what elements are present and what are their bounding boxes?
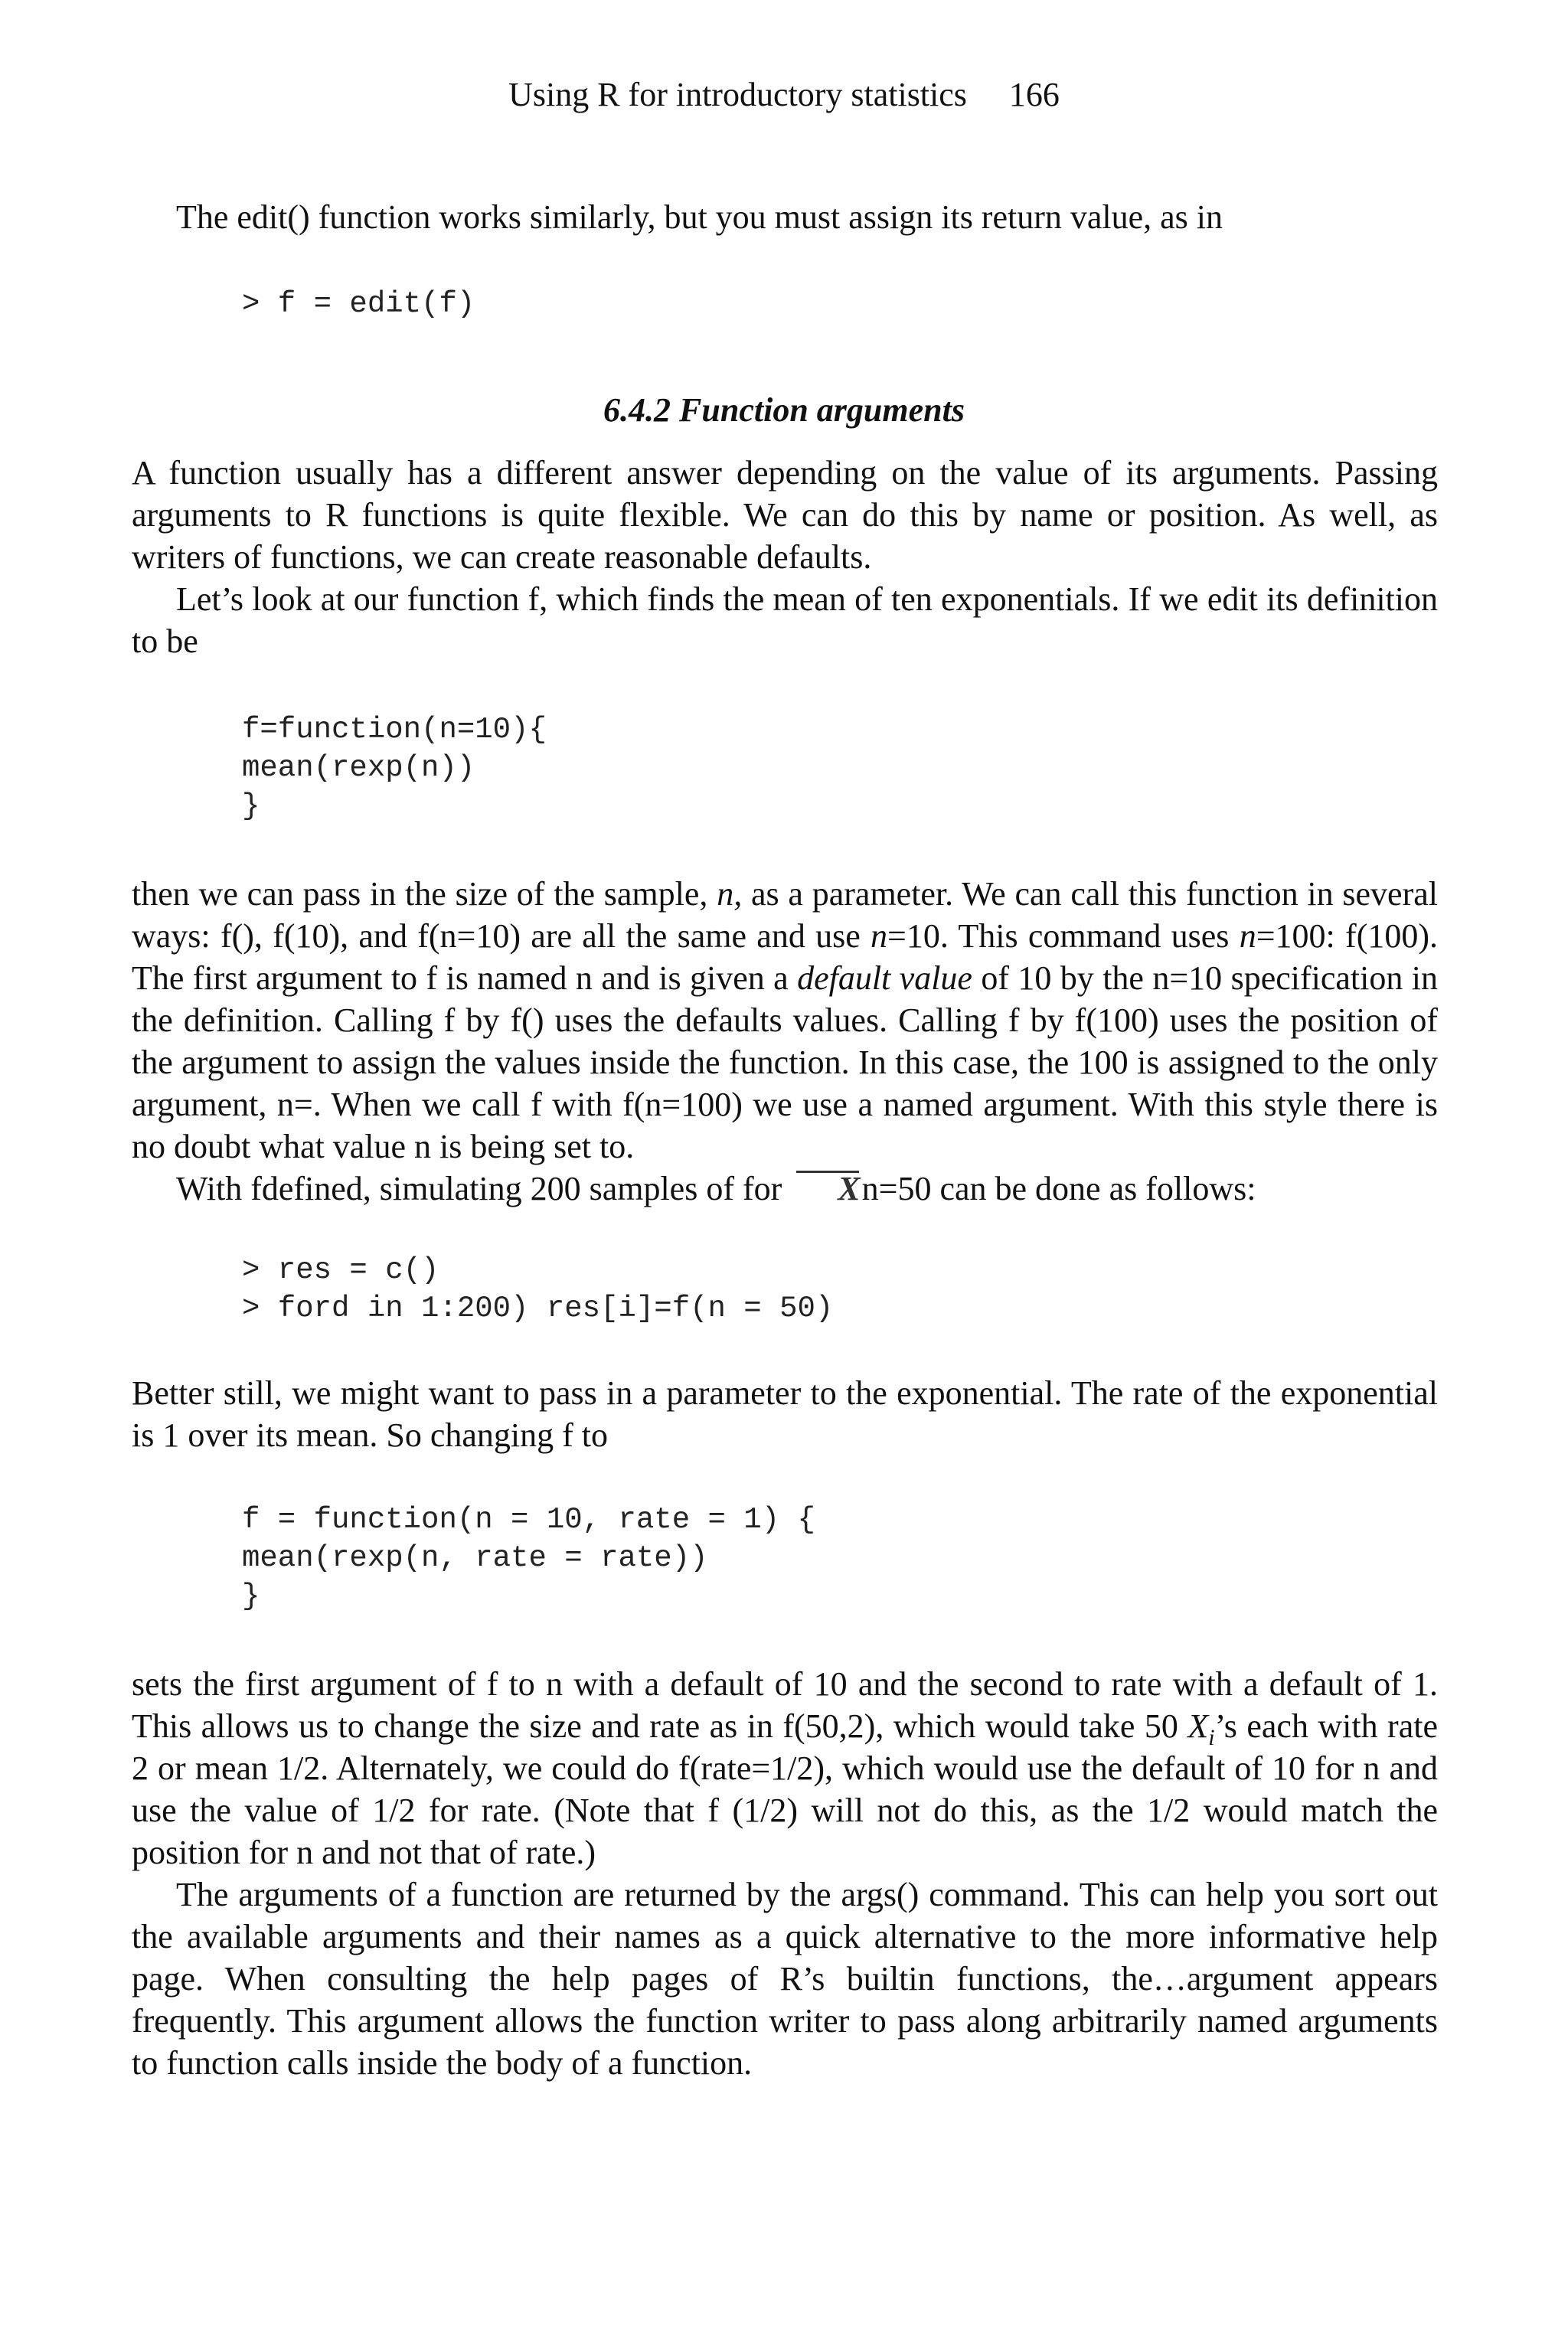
text-run: =10. This command uses (887, 917, 1240, 955)
section-heading: 6.4.2 Function arguments (603, 391, 965, 429)
x-bar-symbol: X (793, 1168, 860, 1210)
text-run: n=50 can be done as follows: (861, 1170, 1256, 1207)
page-number: 166 (1008, 76, 1060, 113)
paragraph-2: Let’s look at our function f, which finds the mean of ten exponentials. If we edit its definition to be (132, 580, 1438, 660)
running-header (0, 74, 1568, 116)
paragraph-4 (132, 1168, 1438, 1210)
default-values-block (132, 873, 1438, 1210)
italic-run: n (871, 917, 888, 955)
text-run: With fdefined, simulating 200 samples of for (176, 1170, 791, 1207)
arguments-intro-block (132, 452, 1438, 662)
header-title: Using R for introductory statistics (508, 76, 967, 113)
italic-run: X (1187, 1707, 1209, 1745)
italic-run: n (1239, 917, 1256, 955)
text-run: then we can pass in the size of the sample, (132, 875, 717, 913)
text-run: sets the first argument of f to n with a default of 10 and the second to rate with a default of 1. This allows us to change the size and rate as in f(50,2), which would take 50 (132, 1665, 1438, 1745)
text-run: =100: f(100). The first argument to f is named n and is given a (132, 917, 1438, 997)
text-run: of 10 by the n=10 specification in the definition. Calling f by f() uses the defaults values. Calling f by f(100) uses the position of the argument to assign the values inside the function. In this case, the 100 is assigned to the only argument, n=. When we call f with f(n=100) we use a named argument. With this style there is no doubt what value n is being set to. (132, 959, 1438, 1165)
paragraph-6 (132, 1663, 1438, 1873)
code-edit-example: > f = edit(f) (242, 287, 475, 321)
intro-text: The edit() function works similarly, but you must assign its return value, as in (176, 198, 1223, 236)
italic-run: default value (797, 959, 972, 997)
code-function-default: f=function(n=10){ mean(rexp(n)) } (242, 713, 547, 823)
paragraph-3 (132, 873, 1438, 1168)
code-function-rate: f = function(n = 10, rate = 1) { mean(rexp(n, rate = rate)) } (242, 1503, 815, 1613)
paragraph-5: Better still, we might want to pass in a parameter to the exponential. The rate of the exponential is 1 over its mean. So changing f to (132, 1374, 1438, 1454)
paragraph-1: A function usually has a different answer depending on the value of its arguments. Passing arguments to R functions is quite flexible. We can do this by name or position. As well, as writers of functions, we can create reasonable defaults. (132, 454, 1438, 576)
intro-paragraph (132, 196, 1438, 238)
code-simulation-loop: > res = c() > ford in 1:200) res[i]=f(n = 50) (242, 1253, 834, 1325)
closing-block (132, 1663, 1438, 2084)
italic-run: n, (717, 875, 743, 913)
rate-parameter-block (132, 1372, 1438, 1456)
text-run: as a parameter. We can call this function in several ways: f(), f(10), and f(n=10) are all the same and use (132, 875, 1438, 955)
subscript-run: i (1208, 1724, 1215, 1750)
paragraph-7: The arguments of a function are returned by the args() command. This can help you sort out the available arguments and their names as a quick alternative to the more informative help page. When consulting the help pages of R’s builtin functions, the…argument appears frequently. This argument allows the function writer to pass along arbitrarily named arguments to function calls inside the body of a function. (132, 1876, 1438, 2082)
text-run: ’s each with rate 2 or mean 1/2. Alternately, we could do f(rate=1/2), which would use the default of 10 for n and use the value of 1/2 for rate. (Note that f (1/2) will not do this, as the 1/2 would match the position for n and not that of rate.) (132, 1707, 1438, 1871)
